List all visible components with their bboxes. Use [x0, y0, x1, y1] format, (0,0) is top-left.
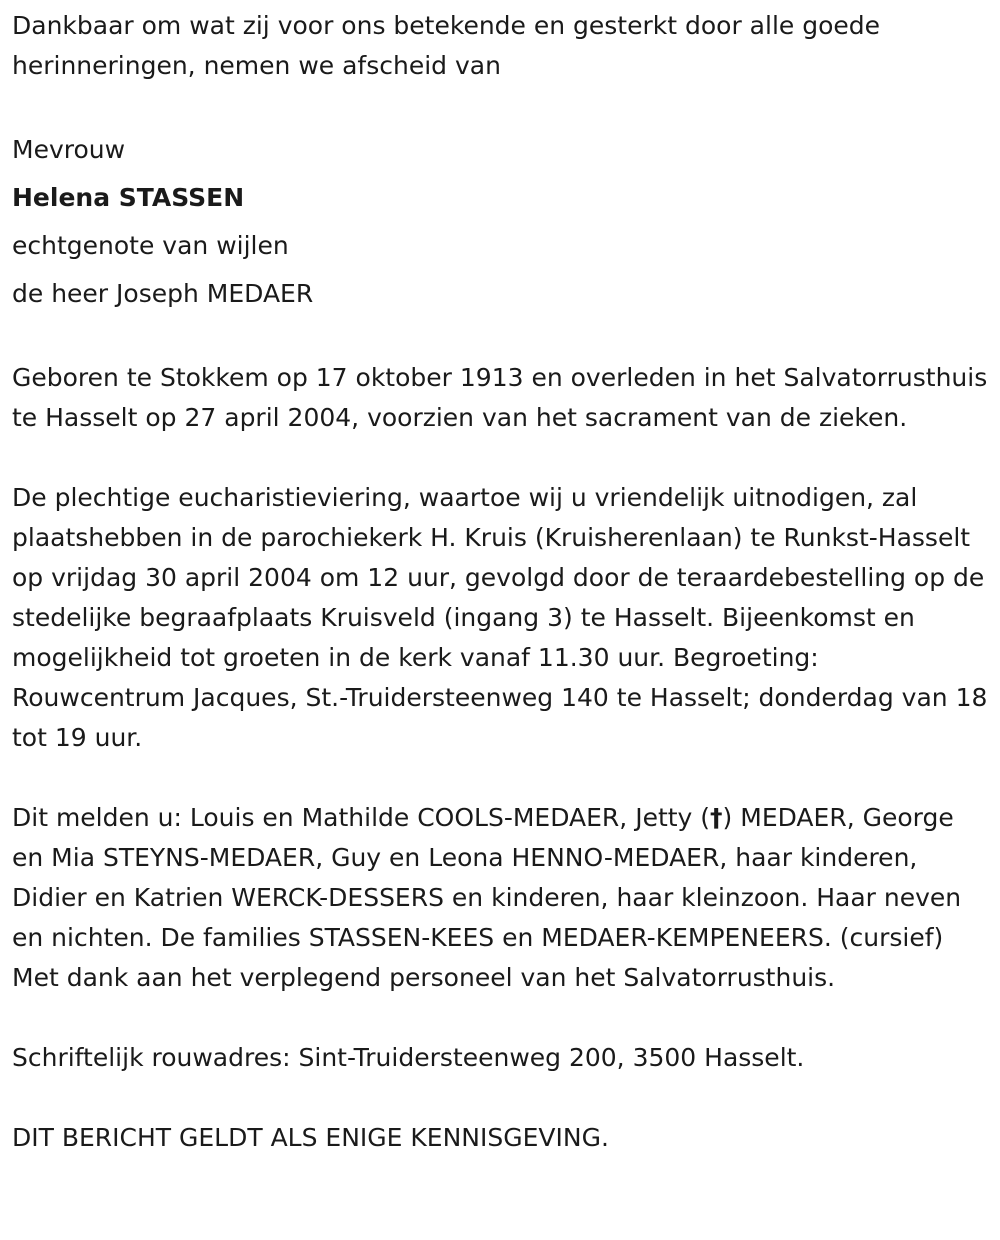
birth-death-paragraph: Geboren te Stokkem op 17 oktober 1913 en overleden in het Salvatorrusthuis te Hasselt op 27 april 2004, voorzien van het sacrament van de zieken.	[12, 363, 988, 432]
spacer	[12, 318, 992, 358]
family-paragraph	[12, 798, 992, 998]
family-text-end: ) MEDAER, George en Mia STEYNS-MEDAER, Guy en Leona HENNO-MEDAER, haar kinderen, Didier en Katrien WERCK-DESSERS en kinderen, haar kleinzoon. Haar neven en nichten. De families STASSEN-KEES en MEDAER-KEMPENEERS. (cursief) Met dank aan het verplegend personeel van het Salvatorrusthuis.	[12, 803, 962, 992]
spacer	[12, 86, 992, 126]
spacer	[12, 438, 992, 478]
relation-line-1: echtgenote van wijlen	[12, 231, 289, 260]
relation-line-2: de heer Joseph MEDAER	[12, 279, 314, 308]
spacer	[12, 758, 992, 798]
service-paragraph: De plechtige eucharistieviering, waartoe wij u vriendelijk uitnodigen, zal plaatshebben in de parochiekerk H. Kruis (Kruisherenlaan) te Runkst-Hasselt op vrijdag 30 april 2004 om 12 uur, gevolgd door de teraardebestelling op de stedelijke begraafplaats Kruisveld (ingang 3) te Hasselt. Bijeenkomst en mogelijkheid tot groeten in de kerk vanaf 11.30 uur. Begroeting: Rouwcentrum Jacques, St.-Truidersteenweg 140 te Hasselt; donderdag van 18 tot 19 uur.	[12, 483, 988, 752]
notice-paragraph: DIT BERICHT GELDT ALS ENIGE KENNISGEVING.	[12, 1123, 609, 1152]
obituary-document	[12, 6, 992, 1158]
spacer	[12, 1078, 992, 1118]
family-text-start: Dit melden u: Louis en Mathilde COOLS-MEDAER, Jetty (	[12, 803, 711, 832]
spacer	[12, 998, 992, 1038]
cross-icon: †	[710, 803, 723, 832]
intro-paragraph: Dankbaar om wat zij voor ons betekende en gesterkt door alle goede herinneringen, nemen we afscheid van	[12, 11, 881, 80]
address-paragraph: Schriftelijk rouwadres: Sint-Truidersteenweg 200, 3500 Hasselt.	[12, 1043, 805, 1072]
deceased-name: Helena STASSEN	[12, 183, 245, 212]
title-line: Mevrouw	[12, 135, 126, 164]
